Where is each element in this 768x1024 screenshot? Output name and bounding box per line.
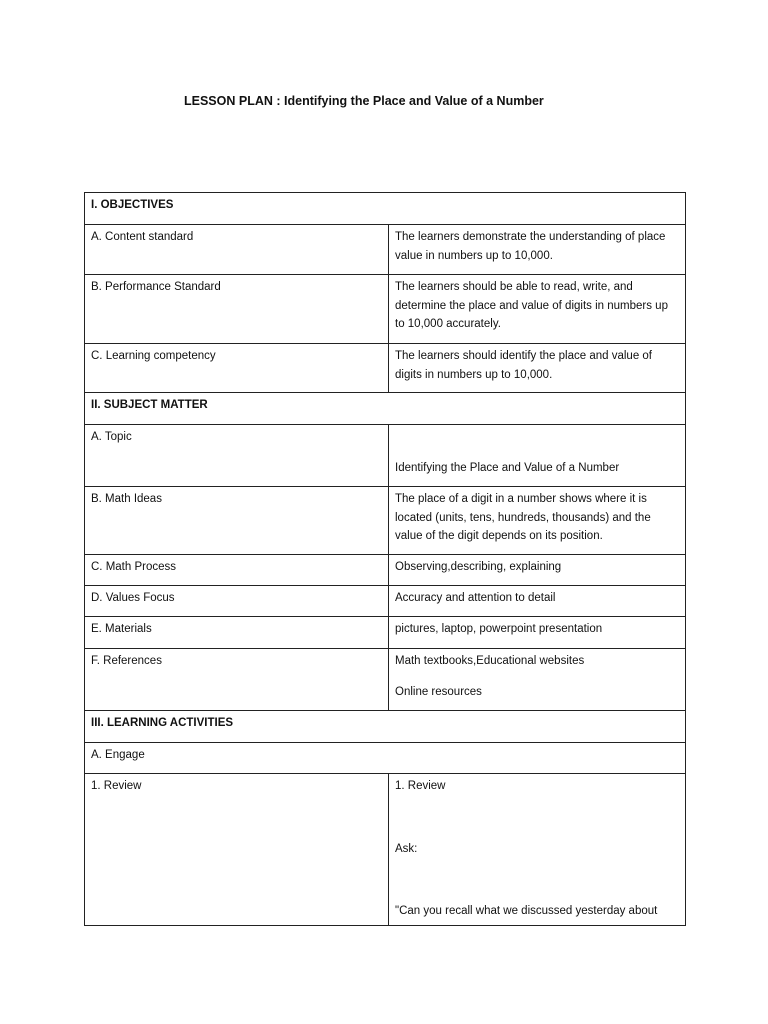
engage-row (85, 743, 686, 774)
section-learning-activities-row (85, 711, 686, 743)
review-label: 1. Review (85, 774, 389, 926)
section-subject-matter-row (85, 393, 686, 425)
topic-spacer (395, 428, 679, 459)
materials-value: pictures, laptop, powerpoint presentation (389, 617, 686, 649)
references-value-cell (389, 649, 686, 711)
lesson-plan-table (84, 192, 686, 926)
values-focus-row (85, 586, 686, 617)
topic-label: A. Topic (85, 425, 389, 487)
materials-label: E. Materials (85, 617, 389, 649)
topic-row (85, 425, 686, 487)
section-objectives-row (85, 193, 686, 225)
math-process-value: Observing,describing, explaining (389, 555, 686, 586)
materials-row (85, 617, 686, 649)
section-learning-activities-heading: III. LEARNING ACTIVITIES (85, 711, 686, 743)
section-subject-matter-heading: II. SUBJECT MATTER (85, 393, 686, 425)
learning-competency-value: The learners should identify the place and value of digits in numbers up to 10,000. (389, 344, 686, 393)
references-value-1: Math textbooks,Educational websites (395, 655, 585, 667)
performance-standard-value: The learners should be able to read, write, and determine the place and value of digits in numbers up to 10,000 accurately. (389, 275, 686, 344)
topic-value: Identifying the Place and Value of a Number (395, 462, 620, 474)
content-standard-label: A. Content standard (85, 225, 389, 275)
topic-value-cell (389, 425, 686, 487)
references-spacer (395, 671, 679, 683)
performance-standard-row (85, 275, 686, 344)
content-standard-row (85, 225, 686, 275)
section-objectives-heading: I. OBJECTIVES (85, 193, 686, 225)
references-row (85, 649, 686, 711)
math-ideas-value: The place of a digit in a number shows where it is located (units, tens, hundreds, thousands) and the value of the digit depends on its position. (389, 487, 686, 555)
values-focus-label: D. Values Focus (85, 586, 389, 617)
references-value-2: Online resources (395, 685, 482, 698)
review-spacer-1 (395, 796, 679, 840)
math-process-label: C. Math Process (85, 555, 389, 586)
review-row (85, 774, 686, 926)
math-process-row (85, 555, 686, 586)
engage-label: A. Engage (85, 743, 686, 774)
values-focus-value: Accuracy and attention to detail (389, 586, 686, 617)
performance-standard-label: B. Performance Standard (85, 275, 389, 344)
learning-competency-row (85, 344, 686, 393)
review-question: "Can you recall what we discussed yesterday about (395, 905, 658, 917)
references-label: F. References (85, 649, 389, 711)
math-ideas-row (85, 487, 686, 555)
review-content-cell (389, 774, 686, 926)
review-ask-label: Ask: (395, 842, 418, 855)
content-standard-value: The learners demonstrate the understanding of place value in numbers up to 10,000. (389, 225, 686, 275)
review-spacer-2 (395, 858, 679, 902)
review-heading: 1. Review (395, 780, 446, 792)
lesson-plan-title: LESSON PLAN : Identifying the Place and Value of a Number (184, 94, 544, 108)
math-ideas-label: B. Math Ideas (85, 487, 389, 555)
learning-competency-label: C. Learning competency (85, 344, 389, 393)
